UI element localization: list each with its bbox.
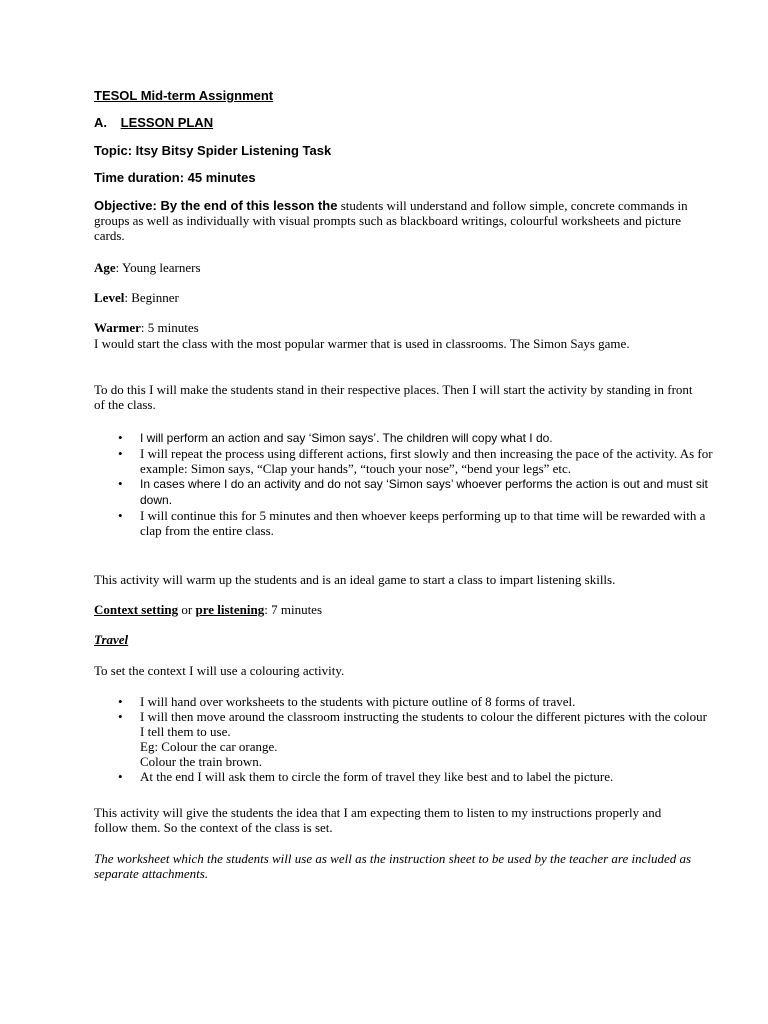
warmer-setup: To do this I will make the students stand in their respective places. Then I will start the activity by standing in front of the class. — [94, 382, 693, 412]
list-item: • In cases where I do an activity and do not say ‘Simon says’ whoever performs the action is out and must sit down. — [118, 476, 708, 507]
age-value: : Young learners — [115, 260, 201, 275]
objective-text: students will understand and follow simple, concrete commands in groups as well as individually with visual prompts such as blackboard writings, colourful worksheets and picture cards. — [94, 198, 688, 243]
bullet-glyph: • — [118, 769, 123, 784]
list-item: • At the end I will ask them to circle the form of travel they like best and to label the picture. — [118, 769, 614, 784]
document-title: TESOL Mid-term Assignment — [94, 88, 274, 103]
context-value: : 7 minutes — [264, 602, 323, 617]
section-heading — [94, 115, 213, 130]
list-item: • I will then move around the classroom instructing the students to colour the different pictures with the colour I tell them to use. Eg: Colour the car orange. Colour the train brown. — [94, 709, 714, 769]
bullet-glyph: • — [118, 508, 123, 523]
bullet-glyph: • — [118, 709, 123, 724]
bullet-glyph: • — [118, 446, 123, 461]
pre-listening-label: pre listening — [195, 602, 265, 617]
context-intro: To set the context I will use a colouring activity. — [94, 663, 345, 678]
list-item: • I will continue this for 5 minutes and then whoever keeps performing up to that time will be rewarded with a clap from the entire class. — [118, 508, 706, 538]
warmer-line — [94, 320, 199, 335]
topic-line: Topic: Itsy Bitsy Spider Listening Task — [94, 143, 332, 158]
context-bullet-list — [94, 694, 714, 784]
objective-lead: Objective: By the end of this lesson the — [94, 198, 338, 213]
travel-subheading: Travel — [94, 632, 129, 647]
list-item: • I will repeat the process using different actions, first slowly and then increasing the pace of the activity. As for example: Simon says, “Clap your hands”, “touch your nose”, “bend your legs” etc. — [118, 446, 713, 476]
list-item: • I will hand over worksheets to the students with picture outline of 8 forms of travel. — [118, 694, 576, 709]
warmer-label: Warmer — [94, 320, 141, 335]
context-summary: This activity will give the students the idea that I am expecting them to listen to my instructions properly and follow them. So the context of the class is set. — [94, 805, 662, 835]
section-label: LESSON PLAN — [120, 115, 214, 130]
duration-line: Time duration: 45 minutes — [94, 170, 256, 185]
warmer-intro: I would start the class with the most popular warmer that is used in classrooms. The Simon Says game. — [94, 336, 630, 351]
bullet-glyph: • — [118, 694, 123, 709]
warmer-summary: This activity will warm up the students and is an ideal game to start a class to impart listening skills. — [94, 572, 616, 587]
example-line: Eg: Colour the car orange. — [140, 739, 278, 754]
list-item: • I will perform an action and say ‘Simon says’. The children will copy what I do. — [118, 430, 553, 445]
example-line: Colour the train brown. — [140, 754, 263, 769]
age-label: Age — [94, 260, 116, 275]
warmer-bullet-list — [94, 430, 714, 538]
bullet-glyph: • — [118, 476, 123, 491]
bullet-glyph: • — [118, 430, 123, 445]
level-line — [94, 290, 179, 305]
objective-paragraph — [94, 198, 694, 243]
warmer-value: : 5 minutes — [140, 320, 199, 335]
age-line — [94, 260, 201, 275]
context-label: Context setting — [94, 602, 179, 617]
attachment-note: The worksheet which the students will use as well as the instruction sheet to be used by the teacher are included as separate attachments. — [94, 851, 692, 881]
section-letter: A. — [94, 115, 107, 130]
context-line: Context setting or pre listening: 7 minutes — [94, 602, 323, 617]
level-label: Level — [94, 290, 125, 305]
level-value: : Beginner — [124, 290, 179, 305]
